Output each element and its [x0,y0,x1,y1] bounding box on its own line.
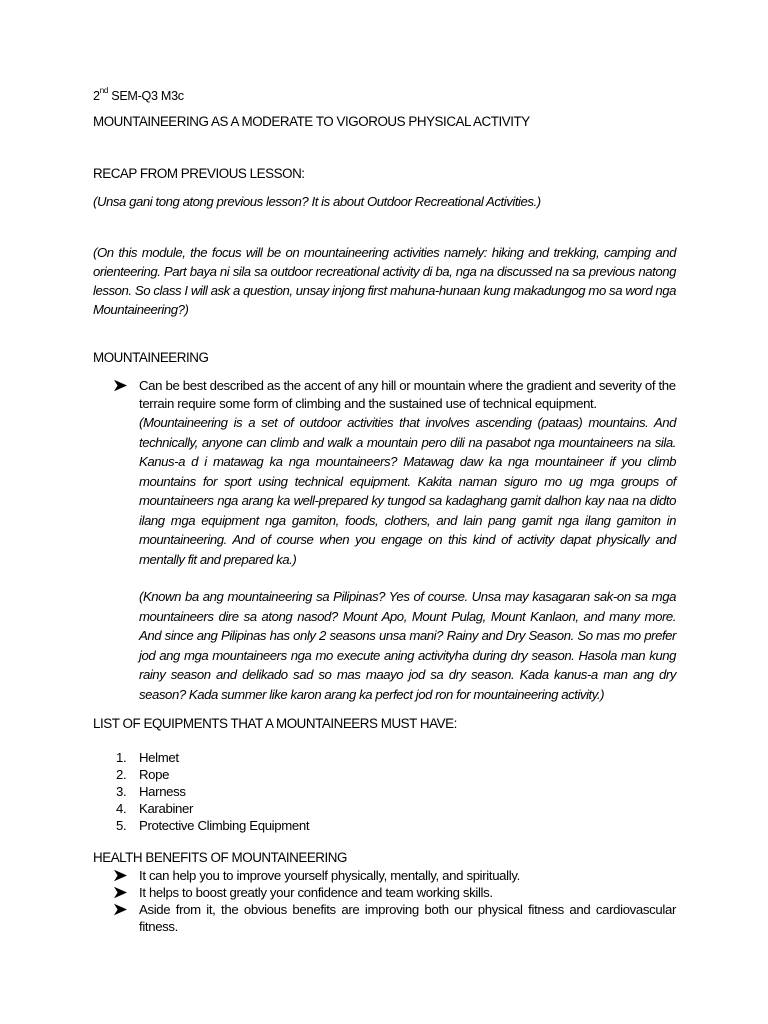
module-note: (On this module, the focus will be on mountaineering activities namely: hiking and trekking, camping and orienteering. Part baya ni sila sa outdoor recreational activity di ba, nga na discussed na sa previous natong lesson. So class I will ask a question, unsay injong first mahuna-hunaan kung makadungog mo sa word nga Mountaineering?) [93,245,676,317]
arrow-bullet-icon [113,867,139,882]
list-label: Helmet [139,750,179,765]
list-number: 1. [116,750,127,765]
arrow-bullet-icon [113,884,139,899]
semester-code [93,88,676,104]
mountaineering-definition: Can be best described as the accent of any hill or mountain where the gradient and severity of the terrain require some form of climbing and the sustained use of technical equipment. [139,378,676,411]
arrow-bullet-icon [113,377,139,392]
list-number: 3. [116,784,127,799]
arrow-bullet-icon [113,901,139,916]
health-benefit: It helps to boost greatly your confidence and team working skills. [139,885,493,900]
list-item [93,749,676,766]
list-item [93,783,676,800]
recap-heading: RECAP FROM PREVIOUS LESSON: [93,166,305,181]
equipment-list [93,749,676,834]
mountaineering-heading: MOUNTAINEERING [93,350,209,365]
health-bullet [113,867,676,884]
semester-number: 2 [93,89,100,103]
mountaineering-explanation: (Mountaineering is a set of outdoor activities that involves ascending (pataas) mountains. And technically, anyone can climb and walk a mountain pero dili na pasabot nga mountaineers na sila. Kanus-a d i matawag ka nga mountaineers? Matawag daw ka nga mountaineer if you climb mountains for sport using technical equipment. Kakita naman siguro mo ug mga groups of mountaineers nga arang ka well-prepared ky tungod sa kadaghang gamit dalhon kay naa na didto ilang mga equipment nga gamiton, foods, clothers, and lain pang gamit nga ilang gamiton in mountaineering. And of course when you engage on this kind of activity dapat physically and mentally fit and prepared ka.) [139,415,676,567]
list-label: Harness [139,784,186,799]
list-item [93,817,676,834]
equipment-heading: LIST OF EQUIPMENTS THAT A MOUNTAINEERS MUST HAVE: [93,716,457,731]
list-number: 5. [116,818,127,833]
semester-ordinal-suffix: nd [99,86,109,95]
philippines-note: (Known ba ang mountaineering sa Pilipinas? Yes of course. Unsa may kasagaran sak-on sa mga mountaineers dire sa atong nasod? Mount Apo, Mount Pulag, Mount Kanlaon, and many more. And since ang Pilipinas has only 2 seasons unsa mani? Rainy and Dry Season. So mas mo prefer jod ang mga mountaineers nga mo execute aning activityha during dry season. Hasola man kung rainy season and delikado sad so mas maayo jod sa dry season. Kada kanus-a man ang dry season? Kada summer like karon arang ka perfect jod ron for mountaineering activity.) [139,589,676,702]
recap-question: (Unsa gani tong atong previous lesson? It is about Outdoor Recreational Activities.) [93,194,541,209]
semester-module-code: SEM-Q3 M3c [108,89,184,103]
document-page [93,88,676,935]
list-number: 2. [116,767,127,782]
health-bullet [113,884,676,901]
health-benefit: It can help you to improve yourself physically, mentally, and spiritually. [139,868,520,883]
definition-bullet [113,377,676,704]
list-number: 4. [116,801,127,816]
health-benefit: Aside from it, the obvious benefits are improving both our physical fitness and cardiovascular fitness. [139,902,676,934]
list-label: Rope [139,767,170,782]
list-item [93,800,676,817]
health-bullet [113,901,676,935]
list-label: Karabiner [139,801,194,816]
list-label: Protective Climbing Equipment [139,818,310,833]
list-item [93,766,676,783]
document-title: MOUNTAINEERING AS A MODERATE TO VIGOROUS PHYSICAL ACTIVITY [93,114,530,129]
health-heading: HEALTH BENEFITS OF MOUNTAINEERING [93,850,347,865]
